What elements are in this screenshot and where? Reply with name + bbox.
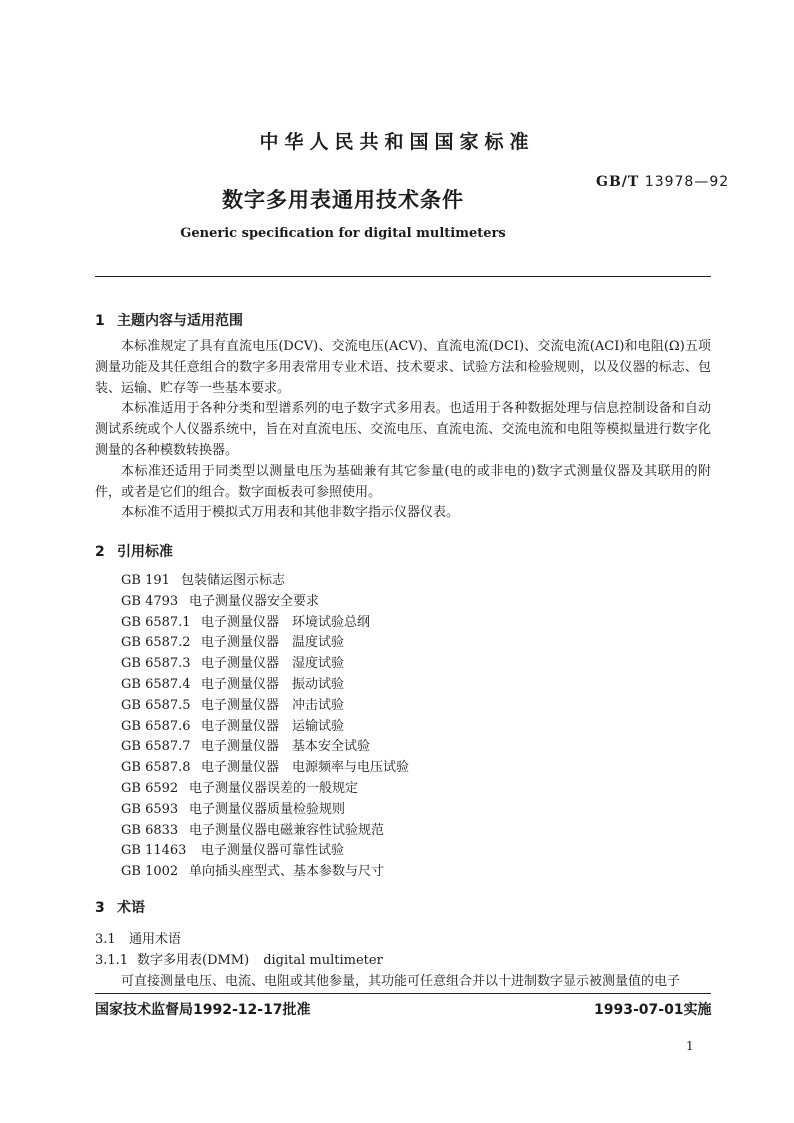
standard-code: 13978—92 (644, 174, 730, 190)
paragraph: 本标准不适用于模拟式万用表和其他非数字指示仪器仪表。 (121, 505, 460, 521)
page-number: 1 (686, 1039, 694, 1053)
reference-list (121, 571, 409, 883)
reference-item: GB 6833 电子测量仪器电磁兼容性试验规范 (121, 822, 385, 838)
effective-date: 1993-07-01实施 (594, 1002, 712, 1018)
standard-organization-header: 中华人民共和国国家标准 (259, 131, 535, 153)
term-definition: 可直接测量电压、电流、电阻或其他参量，其功能可任意组合并以十进制数字显示被测量值的电子 (121, 974, 681, 989)
section-3-heading: 3 术语 (95, 900, 145, 916)
section-2-heading: 2 引用标准 (95, 544, 173, 560)
reference-item: GB 6587.1 电子测量仪器 环境试验总纲 (121, 614, 371, 630)
reference-item: GB 4793 电子测量仪器安全要求 (121, 593, 320, 609)
reference-item: GB 1002 单向插头座型式、基本参数与尺寸 (121, 864, 385, 880)
reference-item: GB 6587.8 电子测量仪器 电源频率与电压试验 (121, 760, 410, 776)
reference-item: GB 6587.5 电子测量仪器 冲击试验 (121, 697, 345, 713)
paragraph: 本标准还适用于同类型以测量电压为基础兼有其它参量(电的或非电的)数字式测量仪器及其联用的附件，或者是它们的组合。数字面板表可参照使用。 (95, 463, 711, 500)
document-title-cn: 数字多用表通用技术条件 (222, 188, 464, 212)
subsection-3-1: 3.1 通用术语 (95, 932, 182, 947)
approval-date: 国家技术监督局1992-12-17批准 (95, 1002, 311, 1018)
header-divider (95, 276, 711, 277)
reference-item: GB 11463 电子测量仪器可靠性试验 (121, 843, 345, 859)
paragraph: 本标准适用于各种分类和型谱系列的电子数字式多用表。也适用于各种数据处理与信息控制设备和自动测试系统或个人仪器系统中，旨在对直流电压、交流电压、直流电流、交流电流和电阻等模拟量进行数字化测量的各种模数转换器。 (95, 401, 711, 458)
reference-item: GB 6587.7 电子测量仪器 基本安全试验 (121, 739, 371, 755)
section-1-body (95, 337, 711, 524)
reference-item: GB 6587.4 电子测量仪器 振动试验 (121, 676, 345, 692)
reference-item: GB 6592 电子测量仪器误差的一般规定 (121, 780, 359, 796)
subsection-3-1-1: 3.1.1 数字多用表(DMM) digital multimeter (95, 953, 383, 968)
paragraph: 本标准规定了具有直流电压(DCV)、交流电压(ACV)、直流电流(DCI)、交流电流(ACI)和电阻(Ω)五项测量功能及其任意组合的数字多用表常用专业术语、技术要求、试验方法和检验规则，以及仪器的标志、包装、运输、贮存等一些基本要求。 (95, 339, 711, 396)
section-1-heading: 1 主题内容与适用范围 (95, 313, 243, 329)
reference-item: GB 6587.3 电子测量仪器 湿度试验 (121, 656, 345, 672)
reference-item: GB 6587.6 电子测量仪器 运输试验 (121, 718, 345, 734)
reference-item: GB 191 包装储运图示标志 (121, 573, 286, 588)
footer-divider (95, 993, 711, 994)
reference-item: GB 6593 电子测量仪器质量检验规则 (121, 801, 346, 817)
reference-item: GB 6587.2 电子测量仪器 温度试验 (121, 635, 345, 651)
standard-prefix: GB/T (596, 174, 640, 190)
document-title-en: Generic specification for digital multimeters (180, 226, 506, 241)
